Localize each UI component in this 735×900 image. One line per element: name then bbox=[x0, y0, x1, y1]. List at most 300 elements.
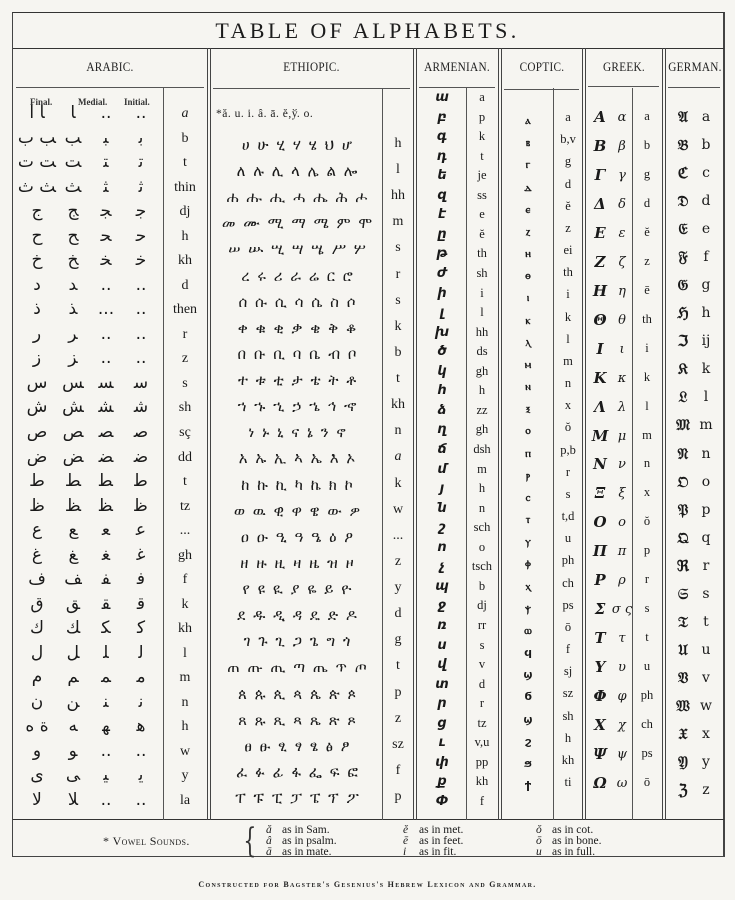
heading-arabic: ARABIC. bbox=[86, 60, 134, 74]
arabic-initial-form: .. bbox=[100, 790, 112, 810]
arabic-isolated-form: ﺿ bbox=[133, 447, 149, 467]
greek-transliteration: u bbox=[643, 659, 651, 673]
greek-transliteration: n bbox=[643, 456, 651, 470]
armenian-transliteration: v,u bbox=[474, 735, 490, 749]
coptic-transliteration: k bbox=[564, 310, 572, 324]
armenian-letter: վ bbox=[437, 657, 447, 672]
greek-lowercase: ο bbox=[618, 515, 626, 530]
coptic-transliteration: m bbox=[563, 354, 573, 368]
arabic-medial-form: ﻂ bbox=[64, 471, 82, 491]
vowel-sounds-label: * Vowel Sounds. bbox=[103, 834, 190, 848]
german-uppercase: 𝔊 bbox=[677, 276, 689, 294]
arabic-final-form: ض bbox=[26, 447, 48, 467]
coptic-letter: ⲫ bbox=[525, 557, 531, 570]
coptic-letter: ⲉ bbox=[525, 203, 531, 216]
arabic-isolated-form: ﻫ bbox=[136, 716, 146, 736]
armenian-letter: ժ bbox=[436, 266, 448, 281]
arabic-isolated-form: ﻏ bbox=[136, 545, 146, 565]
armenian-letter: ր bbox=[437, 696, 447, 711]
greek-transliteration: r bbox=[644, 572, 650, 586]
arabic-final-form: م bbox=[31, 667, 43, 687]
arabic-transliteration: w bbox=[179, 744, 191, 759]
arabic-medial-form: ﻦ bbox=[66, 692, 80, 712]
arabic-final-form: ق bbox=[30, 594, 44, 614]
arabic-isolated-form: .. bbox=[135, 324, 147, 344]
armenian-transliteration: r bbox=[479, 696, 485, 710]
arabic-final-form: ر bbox=[32, 324, 42, 344]
ethiopic-transliteration: t bbox=[396, 658, 400, 673]
greek-uppercase: Μ bbox=[591, 427, 609, 445]
arabic-transliteration: gh bbox=[178, 548, 192, 563]
arabic-medial-form: ﺦ bbox=[67, 250, 79, 270]
ethiopic-transliteration: h bbox=[394, 136, 402, 151]
ethiopic-syllables: ጸ ጹ ጺ ጻ ጼ ጽ ጾ bbox=[238, 711, 356, 729]
ethiopic-transliteration: ... bbox=[392, 528, 404, 543]
arabic-isolated-form: ﺷ bbox=[133, 397, 149, 417]
ethiopic-syllables: ተ ቱ ቲ ታ ቴ ት ቶ bbox=[237, 371, 357, 389]
greek-transliteration: ps bbox=[641, 746, 653, 760]
german-lowercase: m bbox=[699, 417, 713, 433]
greek-uppercase: Υ bbox=[594, 658, 606, 676]
arabic-final-form: ج bbox=[31, 201, 43, 221]
armenian-letter: ջ bbox=[437, 598, 447, 613]
ethiopic-transliteration: s bbox=[395, 240, 401, 255]
greek-transliteration: l bbox=[645, 399, 649, 413]
armenian-letter: բ bbox=[437, 110, 447, 125]
coptic-letter: ⲝ bbox=[525, 402, 531, 415]
greek-lowercase: ζ bbox=[618, 255, 626, 270]
arabic-isolated-form: ﻟ bbox=[138, 643, 144, 663]
arabic-initial-form: ﻨ bbox=[103, 692, 109, 712]
arabic-isolated-form: ﻗ bbox=[136, 594, 146, 614]
ethiopic-syllables: ጰ ጱ ጲ ጳ ጴ ጵ ጶ bbox=[237, 685, 357, 703]
arabic-medial-form: ﺲ bbox=[62, 373, 84, 393]
armenian-letter: ծ bbox=[437, 344, 447, 359]
greek-uppercase: Χ bbox=[594, 716, 606, 734]
arabic-initial-form: .. bbox=[100, 324, 112, 344]
german-uppercase: 𝔈 bbox=[678, 220, 688, 238]
greek-transliteration: th bbox=[642, 312, 652, 326]
german-lowercase: f bbox=[703, 249, 709, 265]
arabic-initial-form: ﺜ bbox=[103, 177, 109, 197]
ethiopic-syllables: ቀ ቁ ቂ ቃ ቄ ቅ ቆ bbox=[237, 319, 357, 337]
arabic-isolated-form: .. bbox=[135, 299, 147, 319]
brace-glyph: { bbox=[243, 821, 257, 861]
arabic-final-form: خ bbox=[31, 250, 43, 270]
armenian-transliteration: p bbox=[478, 110, 486, 124]
coptic-letter: ϣ bbox=[523, 668, 533, 681]
armenian-letter: մ bbox=[437, 462, 447, 477]
ethiopic-syllables: ፀ ፁ ፂ ፃ ፄ ፅ ፆ bbox=[244, 737, 350, 755]
divider-coptic-greek bbox=[582, 48, 586, 820]
arabic-isolated-form: ﻳ bbox=[138, 765, 144, 785]
armenian-transliteration: i bbox=[480, 286, 484, 300]
arabic-transliteration: dd bbox=[178, 450, 192, 465]
german-uppercase: ℭ bbox=[677, 164, 689, 182]
coptic-header-rule bbox=[504, 89, 579, 90]
armenian-transliteration: sh bbox=[476, 266, 488, 280]
coptic-letter: ⲣ bbox=[525, 469, 531, 482]
coptic-transliteration: sj bbox=[563, 664, 573, 678]
arabic-isolated-form: .. bbox=[135, 348, 147, 368]
greek-transliteration: ph bbox=[640, 688, 654, 702]
armenian-transliteration: v bbox=[478, 657, 486, 671]
coptic-letter: ϭ bbox=[524, 690, 532, 703]
arabic-transliteration: m bbox=[179, 670, 191, 685]
german-lowercase: w bbox=[700, 698, 712, 714]
ethiopic-transliteration: p bbox=[394, 789, 402, 804]
armenian-letter: թ bbox=[436, 246, 448, 261]
arabic-header-medial: Medial. bbox=[78, 97, 108, 107]
german-lowercase: o bbox=[701, 474, 711, 490]
german-uppercase: 𝔖 bbox=[677, 585, 689, 603]
ethiopic-header-rule bbox=[213, 88, 410, 89]
german-uppercase: 𝔑 bbox=[677, 445, 689, 463]
armenian-letter: ո bbox=[437, 540, 447, 555]
greek-lowercase: π bbox=[617, 544, 627, 559]
arabic-medial-form: ﻮ bbox=[68, 741, 78, 761]
coptic-transliteration: th bbox=[563, 265, 573, 279]
armenian-transliteration: t bbox=[480, 149, 484, 163]
arabic-initial-form: .. bbox=[100, 348, 112, 368]
arabic-initial-form: ﺘ bbox=[103, 152, 109, 172]
arabic-final-form: ك bbox=[29, 618, 44, 638]
armenian-transliteration: sch bbox=[473, 520, 491, 534]
vowel-item: i as in fit. bbox=[403, 846, 457, 858]
vowel-item: ō as in bone. bbox=[536, 835, 602, 847]
greek-uppercase: Ο bbox=[593, 513, 607, 531]
ethiopic-syllables: አ ኡ ኢ ኣ ኤ እ ኦ bbox=[238, 449, 356, 467]
greek-uppercase: Α bbox=[594, 108, 606, 126]
arabic-final-form: د bbox=[33, 275, 41, 295]
arabic-medial-form: ﻚ bbox=[65, 618, 81, 638]
coptic-letter: ⲛ bbox=[525, 380, 531, 393]
armenian-transliteration: h bbox=[478, 481, 486, 495]
arabic-final-form: و bbox=[32, 741, 42, 761]
greek-uppercase: Ν bbox=[593, 455, 607, 473]
arabic-transliteration: dj bbox=[179, 204, 191, 219]
ethiopic-syllables: ጠ ጡ ጢ ጣ ጤ ጥ ጦ bbox=[227, 658, 367, 676]
ethiopic-transliteration: m bbox=[392, 214, 404, 229]
coptic-letter: ⲱ bbox=[524, 624, 532, 637]
armenian-transliteration: gh bbox=[475, 422, 489, 436]
armenian-transliteration: a bbox=[479, 90, 485, 104]
greek-uppercase: Ψ bbox=[593, 745, 607, 763]
ethiopic-transliteration: p bbox=[394, 685, 402, 700]
coptic-transliteration: ch bbox=[562, 576, 574, 590]
arabic-medial-form: ﺪ bbox=[68, 275, 78, 295]
greek-uppercase: Γ bbox=[594, 166, 606, 184]
greek-uppercase: Λ bbox=[594, 398, 606, 416]
arabic-final-form: ص bbox=[26, 422, 48, 442]
heading-coptic: COPTIC. bbox=[519, 60, 565, 74]
arabic-transliteration: a bbox=[181, 106, 189, 121]
greek-uppercase: Ι bbox=[596, 340, 604, 358]
arabic-medial-form: ﻪ bbox=[68, 716, 78, 736]
coptic-transliteration: f bbox=[565, 642, 571, 656]
german-lowercase: b bbox=[701, 137, 711, 153]
coptic-letter: ⲇ bbox=[524, 181, 532, 194]
armenian-transliteration: tsch bbox=[471, 559, 493, 573]
coptic-letter: ⲍ bbox=[525, 225, 531, 238]
arabic-initial-form: ﻬ bbox=[102, 716, 110, 736]
armenian-transliteration: d bbox=[478, 677, 486, 691]
german-lowercase: x bbox=[702, 726, 710, 742]
coptic-letter: ⲅ bbox=[525, 158, 531, 171]
arabic-isolated-form: ﺟ bbox=[135, 201, 147, 221]
greek-transliteration: k bbox=[643, 370, 651, 384]
arabic-final-form: ن bbox=[30, 692, 44, 712]
greek-lowercase: γ bbox=[618, 168, 626, 183]
arabic-isolated-form: ﺧ bbox=[135, 250, 147, 270]
greek-transliteration: ē bbox=[644, 283, 650, 297]
armenian-letter: ղ bbox=[437, 422, 447, 437]
arabic-final-form: ز bbox=[32, 348, 42, 368]
german-uppercase: 𝔒 bbox=[677, 473, 689, 491]
arabic-transliteration: r bbox=[182, 327, 188, 342]
vowel-item: ĕ as in met. bbox=[403, 824, 464, 836]
armenian-letter: Փ bbox=[435, 794, 449, 809]
ethiopic-syllables: ሐ ሑ ሒ ሓ ሔ ሕ ሖ bbox=[226, 188, 368, 206]
armenian-letter: լ bbox=[439, 305, 445, 320]
heading-greek: GREEK. bbox=[603, 60, 645, 74]
heading-german: GERMAN. bbox=[668, 60, 722, 74]
ethiopic-transliteration: k bbox=[394, 319, 402, 334]
coptic-transliteration: s bbox=[565, 487, 571, 501]
greek-transliteration: p bbox=[643, 543, 651, 557]
arabic-header-initial: Initial. bbox=[124, 97, 150, 107]
greek-transliteration: m bbox=[642, 428, 652, 442]
greek-transliteration: a bbox=[644, 109, 650, 123]
ethiopic-syllables: ሀ ሁ ሂ ሃ ሄ ህ ሆ bbox=[241, 136, 353, 154]
arabic-initial-form: ﺤ bbox=[100, 226, 112, 246]
coptic-transliteration: x bbox=[564, 398, 572, 412]
arabic-transliteration: sç bbox=[179, 425, 191, 440]
armenian-transliteration: o bbox=[478, 540, 486, 554]
arabic-transliteration: kh bbox=[178, 621, 192, 636]
armenian-transliteration: l bbox=[480, 305, 484, 319]
greek-transliteration: s bbox=[644, 601, 650, 615]
coptic-letter: ⲓ bbox=[526, 291, 530, 304]
arabic-isolated-form: ﻣ bbox=[136, 667, 146, 687]
arabic-transliteration: l bbox=[183, 646, 187, 661]
coptic-letter: ⲩ bbox=[525, 535, 531, 548]
armenian-letter: զ bbox=[437, 188, 447, 203]
german-uppercase: 𝔜 bbox=[678, 753, 688, 771]
ethiopic-transliteration: z bbox=[394, 711, 402, 726]
ethiopic-transliteration: f bbox=[395, 763, 401, 778]
greek-uppercase: Σ bbox=[594, 600, 606, 618]
ethiopic-transliteration: z bbox=[394, 554, 402, 569]
arabic-medial-form: ﺾ bbox=[62, 447, 84, 467]
german-lowercase: e bbox=[701, 221, 711, 237]
arabic-initial-form: ﺸ bbox=[98, 397, 114, 417]
ethiopic-transliteration: n bbox=[394, 423, 402, 438]
armenian-letter: խ bbox=[434, 325, 450, 340]
coptic-letter: ⲏ bbox=[525, 247, 531, 260]
arabic-isolated-form: ﻇ bbox=[134, 496, 148, 516]
armenian-letter: փ bbox=[435, 755, 449, 770]
arabic-isolated-form: ﺳ bbox=[133, 373, 149, 393]
arabic-isolated-form: .. bbox=[135, 790, 147, 810]
divider-armenian-coptic bbox=[498, 48, 502, 820]
armenian-transliteration: k bbox=[478, 129, 486, 143]
arabic-medial-form: ﻖ bbox=[65, 594, 81, 614]
greek-lowercase: δ bbox=[618, 197, 626, 212]
ethiopic-syllables: መ ሙ ሚ ማ ሜ ም ሞ bbox=[221, 214, 373, 232]
german-lowercase: t bbox=[703, 614, 709, 630]
arabic-medial-form: ﺚ bbox=[64, 177, 82, 197]
coptic-transliteration: l bbox=[566, 332, 570, 346]
arabic-final-form: ط bbox=[29, 471, 45, 491]
armenian-header-rule bbox=[419, 87, 495, 88]
armenian-letter: ձ bbox=[437, 403, 447, 418]
ethiopic-transliteration: t bbox=[396, 371, 400, 386]
armenian-letter: պ bbox=[435, 579, 449, 594]
vowel-item: u as in full. bbox=[536, 846, 596, 858]
arabic-final-form: ﺎ ا bbox=[29, 103, 45, 123]
coptic-transliteration: r bbox=[565, 465, 571, 479]
armenian-transliteration: dsh bbox=[473, 442, 491, 456]
coptic-transliteration: u bbox=[564, 531, 572, 545]
coptic-letter: ⲃ bbox=[525, 136, 531, 149]
arabic-initial-form: .. bbox=[100, 103, 112, 123]
armenian-transliteration: tz bbox=[477, 716, 487, 730]
german-lowercase: d bbox=[701, 193, 711, 209]
ethiopic-transliteration: kh bbox=[391, 397, 405, 412]
german-uppercase: 𝔐 bbox=[676, 416, 690, 434]
coptic-transliteration: kh bbox=[561, 753, 575, 767]
armenian-transliteration: ĕ bbox=[479, 227, 485, 241]
greek-lowercase: ω bbox=[616, 776, 628, 791]
arabic-transliteration: la bbox=[179, 793, 191, 808]
german-uppercase: 𝔅 bbox=[677, 136, 689, 154]
arabic-header-final: Final. bbox=[30, 97, 53, 107]
ethiopic-transliteration: l bbox=[396, 162, 400, 177]
arabic-isolated-form: ﻃ bbox=[134, 471, 148, 491]
arabic-initial-form: ... bbox=[97, 299, 115, 319]
greek-header-rule bbox=[588, 86, 659, 87]
arabic-medial-form: ﺎ bbox=[70, 103, 76, 123]
armenian-transliteration: b bbox=[478, 579, 486, 593]
arabic-final-form: ذ bbox=[33, 299, 41, 319]
german-lowercase: r bbox=[702, 558, 710, 574]
arabic-medial-form: ﻼ bbox=[67, 790, 79, 810]
german-uppercase: 𝔔 bbox=[677, 529, 689, 547]
arabic-initial-form: ﻜ bbox=[101, 618, 111, 638]
armenian-letter: ք bbox=[437, 774, 447, 789]
greek-transliteration: d bbox=[643, 196, 651, 210]
page-title: TABLE OF ALPHABETS. bbox=[215, 18, 520, 43]
armenian-transliteration: dj bbox=[477, 598, 487, 612]
arabic-initial-form: ﻐ bbox=[101, 545, 111, 565]
armenian-letter: չ bbox=[439, 559, 445, 574]
german-lowercase: p bbox=[701, 502, 711, 518]
greek-transliteration: ŏ bbox=[643, 514, 651, 528]
arabic-initial-form: .. bbox=[100, 741, 112, 761]
german-lowercase: a bbox=[701, 109, 711, 125]
greek-uppercase: Ρ bbox=[594, 571, 606, 589]
ethiopic-syllables: ደ ዱ ዲ ዳ ዴ ድ ዶ bbox=[237, 606, 357, 624]
arabic-isolated-form: ﻧ bbox=[138, 692, 144, 712]
arabic-final-form: ظ bbox=[29, 496, 45, 516]
german-lowercase: l bbox=[703, 389, 709, 405]
german-lowercase: ij bbox=[701, 333, 711, 349]
arabic-isolated-form: ﺛ bbox=[138, 177, 144, 197]
german-uppercase: 𝔉 bbox=[678, 248, 688, 266]
greek-lowercase: λ bbox=[617, 400, 627, 415]
ethiopic-transliteration: k bbox=[394, 476, 402, 491]
arabic-medial-form: ﺬ bbox=[68, 299, 78, 319]
arabic-transliteration: ... bbox=[179, 523, 191, 538]
armenian-letter: ճ bbox=[437, 442, 447, 457]
greek-transliteration: g bbox=[643, 167, 651, 181]
arabic-final-form: ف bbox=[28, 569, 46, 589]
arabic-final-form: ﻻ bbox=[32, 790, 42, 810]
coptic-letter: ϩ bbox=[524, 735, 532, 748]
vowel-item: ē as in feet. bbox=[403, 835, 464, 847]
arabic-transliteration: b bbox=[181, 131, 189, 146]
arabic-initial-form: ﺴ bbox=[98, 373, 114, 393]
coptic-transliteration: n bbox=[564, 376, 572, 390]
ethiopic-vowel-header: *ă. u. i. â. ā. ĕ,ў. o. bbox=[216, 108, 314, 120]
german-lowercase: h bbox=[701, 305, 711, 321]
german-lowercase: g bbox=[701, 277, 711, 293]
greek-transliteration: ĕ bbox=[644, 225, 650, 239]
german-uppercase: 𝔛 bbox=[678, 725, 688, 743]
vowel-item: ă as in Sam. bbox=[266, 824, 330, 836]
coptic-transliteration: z bbox=[565, 221, 571, 235]
coptic-letter: ⲡ bbox=[525, 447, 531, 460]
arabic-initial-form: ﻈ bbox=[99, 496, 113, 516]
arabic-transliteration: h bbox=[181, 229, 189, 244]
greek-lowercase: ε bbox=[618, 226, 626, 241]
ethiopic-transliteration: g bbox=[394, 632, 402, 647]
coptic-letter: ⲕ bbox=[525, 314, 531, 327]
arabic-transliteration: thin bbox=[174, 180, 196, 195]
coptic-letter: ⲑ bbox=[525, 269, 531, 282]
coptic-letter: ϧ bbox=[523, 757, 533, 770]
ethiopic-syllables: ፈ ፉ ፊ ፋ ፌ ፍ ፎ bbox=[236, 763, 358, 781]
german-lowercase: n bbox=[701, 446, 711, 462]
arabic-isolated-form: .. bbox=[135, 741, 147, 761]
armenian-transliteration: f bbox=[479, 794, 485, 808]
arabic-medial-form: ﺮ bbox=[68, 324, 78, 344]
divider-ethiopic-armenian bbox=[413, 48, 417, 820]
coptic-transliteration: h bbox=[564, 731, 572, 745]
divider-greek-german bbox=[662, 48, 666, 820]
armenian-transliteration: kh bbox=[475, 774, 489, 788]
coptic-letter: ⲙ bbox=[524, 358, 532, 371]
german-uppercase: 𝔄 bbox=[678, 108, 688, 126]
german-uppercase: 𝔘 bbox=[678, 641, 688, 659]
armenian-letter: ւ bbox=[438, 735, 446, 750]
arabic-medial-form: ﺺ bbox=[62, 422, 84, 442]
arabic-initial-form: ﻌ bbox=[101, 520, 111, 540]
ethiopic-syllables: ከ ኩ ኪ ካ ኬ ክ ኮ bbox=[241, 476, 353, 494]
armenian-letter: դ bbox=[436, 149, 448, 164]
arabic-medial-form: ﻞ bbox=[66, 643, 80, 663]
ethiopic-syllables: ወ ዉ ዊ ዋ ዌ ው ዎ bbox=[233, 502, 361, 520]
coptic-transliteration: sz bbox=[562, 686, 574, 700]
armenian-letter: հ bbox=[437, 383, 447, 398]
ethiopic-transliteration: r bbox=[395, 267, 401, 282]
arabic-isolated-form: ﻋ bbox=[135, 520, 147, 540]
arabic-transliteration: n bbox=[181, 695, 189, 710]
greek-lowercase: κ bbox=[617, 371, 627, 386]
ethiopic-syllables: ዐ ዑ ዒ ዓ ዔ ዕ ዖ bbox=[240, 528, 354, 546]
arabic-medial-form: ﺰ bbox=[68, 348, 78, 368]
